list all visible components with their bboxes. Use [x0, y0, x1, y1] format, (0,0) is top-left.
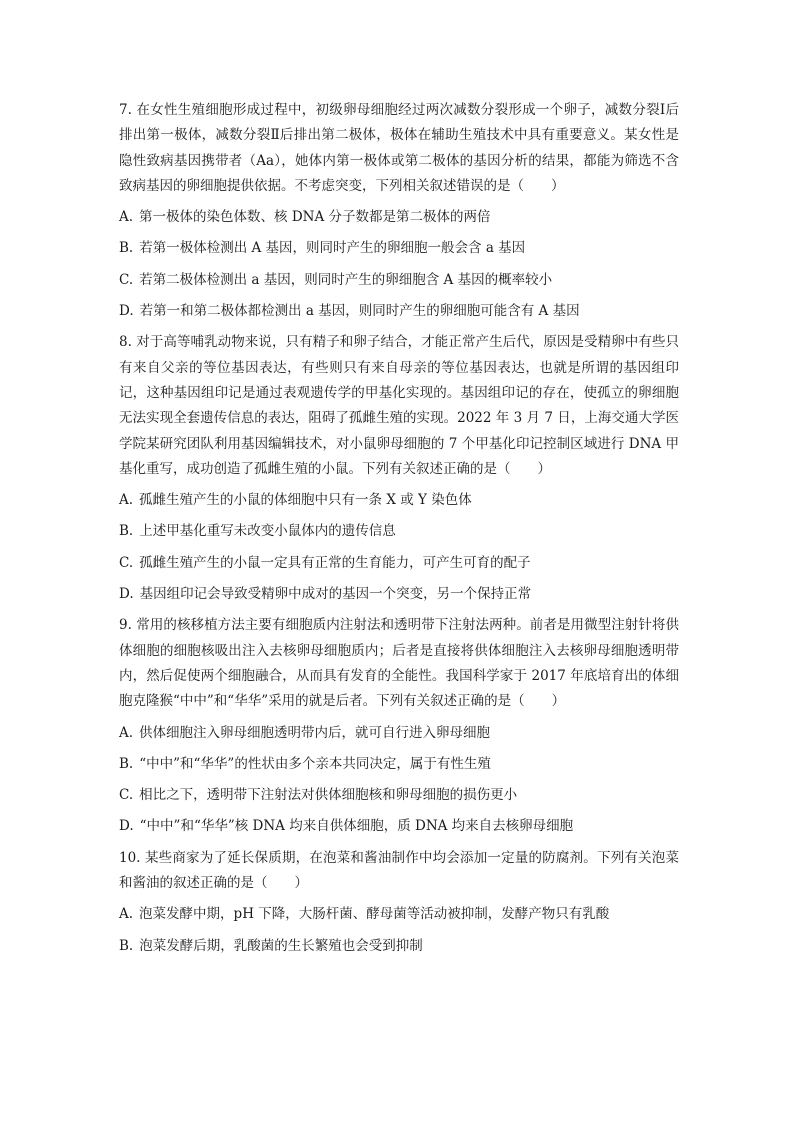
question-stem: 9. 常用的核移植方法主要有细胞质内注射法和透明带下注射法两种。前者是用微型注射针将供体细胞的细胞核吸出注入去核卵母细胞质内；后者是直接将供体细胞注入去核卵母细胞透明带内，然后促使两个细胞融合，从而具有发育的全能性。我国科学家于 2017 年底培育出的体细胞克隆猴“中中”和“华华”采用的就是后者。下列有关叙述正确的是（ ）	[119, 617, 679, 710]
exam-page	[119, 96, 679, 963]
option-key: B.	[119, 937, 134, 954]
option-d[interactable]	[119, 580, 679, 611]
question-8	[119, 328, 679, 611]
option-a[interactable]	[119, 203, 679, 234]
option-text: 上述甲基化重写未改变小鼠体内的遗传信息	[139, 523, 396, 540]
option-a[interactable]	[119, 719, 679, 750]
question-9	[119, 611, 679, 843]
question-10	[119, 844, 679, 963]
option-text: 孤雌生殖产生的小鼠一定具有正常的生育能力，可产生可育的配子	[139, 554, 531, 571]
option-c[interactable]	[119, 266, 679, 297]
option-d[interactable]	[119, 297, 679, 328]
option-key: A.	[119, 724, 134, 741]
option-text: 泡菜发酵后期，乳酸菌的生长繁殖也会受到抑制	[139, 937, 423, 954]
option-text: 供体细胞注入卵母细胞透明带内后，就可自行进入卵母细胞	[139, 724, 491, 741]
question-stem: 7. 在女性生殖细胞形成过程中，初级卵母细胞经过两次减数分裂形成一个卵子，减数分裂Ⅰ后排出第一极体，减数分裂Ⅱ后排出第二极体，极体在辅助生殖技术中具有重要意义。某女性是隐性致病基因携带者（Aa），她体内第一极体或第二极体的基因分析的结果，都能为筛选不含致病基因的卵细胞提供依据。不考虑突变，下列相关叙述错误的是（ ）	[119, 102, 679, 194]
question-stem: 8. 对于高等哺乳动物来说，只有精子和卵子结合，才能正常产生后代，原因是受精卵中有些只有来自父亲的等位基因表达，有些则只有来自母亲的等位基因表达，也就是所谓的基因组印记，这种基因组印记是通过表观遗传学的甲基化实现的。基因组印记的存在，使孤立的卵细胞无法实现全套遗传信息的表达，阻碍了孤雌生殖的实现。2022 年 3 月 7 日，上海交通大学医学院某研究团队利用基因编辑技术，对小鼠卵母细胞的 7 个甲基化印记控制区域进行 DNA 甲基化重写，成功创造了孤雌生殖的小鼠。下列有关叙述正确的是（ ）	[119, 334, 679, 477]
option-key: D.	[119, 818, 134, 835]
option-key: B.	[119, 240, 134, 257]
option-text: 泡菜发酵中期，pH 下降，大肠杆菌、酵母菌等活动被抑制，发酵产物只有乳酸	[139, 906, 610, 923]
option-text: 若第二极体检测出 a 基因，则同时产生的卵细胞含 A 基因的概率较小	[139, 271, 553, 288]
question-stem: 10. 某些商家为了延长保质期，在泡菜和酱油制作中均会添加一定量的防腐剂。下列有关泡菜和酱油的叙述正确的是（ ）	[119, 849, 679, 892]
option-key: B.	[119, 755, 134, 772]
option-text: 相比之下，透明带下注射法对供体细胞核和卵母细胞的损伤更小	[139, 787, 518, 804]
option-b[interactable]	[119, 517, 679, 548]
option-key: C.	[119, 271, 134, 288]
option-text: 孤雌生殖产生的小鼠的体细胞中只有一条 X 或 Y 染色体	[139, 492, 472, 509]
option-c[interactable]	[119, 549, 679, 580]
option-b[interactable]	[119, 234, 679, 265]
option-a[interactable]	[119, 900, 679, 931]
option-text: 第一极体的染色体数、核 DNA 分子数都是第二极体的两倍	[139, 209, 491, 226]
question-7	[119, 96, 679, 328]
option-key: D.	[119, 303, 134, 320]
option-key: B.	[119, 523, 134, 540]
option-a[interactable]	[119, 486, 679, 517]
option-text: 基因组印记会导致受精卵中成对的基因一个突变，另一个保持正常	[139, 586, 532, 603]
option-d[interactable]	[119, 812, 679, 843]
option-text: 若第一极体检测出 A 基因，则同时产生的卵细胞一般会含 a 基因	[139, 240, 526, 257]
option-c[interactable]	[119, 781, 679, 812]
option-key: A.	[119, 906, 134, 923]
option-key: C.	[119, 787, 134, 804]
option-key: D.	[119, 586, 134, 603]
option-b[interactable]	[119, 932, 679, 963]
option-key: C.	[119, 554, 134, 571]
option-text: 若第一和第二极体都检测出 a 基因，则同时产生的卵细胞可能含有 A 基因	[139, 303, 580, 320]
option-b[interactable]	[119, 750, 679, 781]
option-text: “中中”和“华华”的性状由多个亲本共同决定，属于有性生殖	[139, 755, 491, 772]
option-key: A.	[119, 209, 134, 226]
option-key: A.	[119, 492, 134, 509]
option-text: “中中”和“华华”核 DNA 均来自供体细胞，质 DNA 均来自去核卵母细胞	[139, 818, 574, 835]
